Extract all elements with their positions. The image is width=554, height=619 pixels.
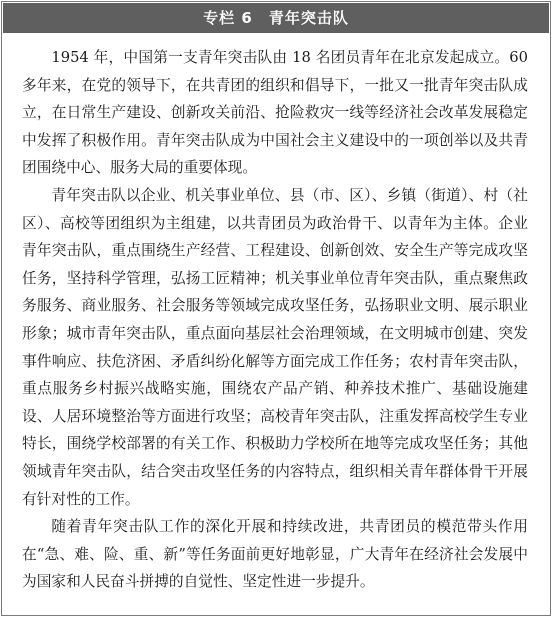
column-body <box>22 44 528 596</box>
paragraph-history: 1954 年，中国第一支青年突击队由 18 名团员青年在北京发起成立。60 多年来，在党的领导下，在共青团的组织和倡导下，一批又一批青年突击队成立，在日常生产建设、创新攻关前沿、抢险救灾一线等经济社会改革发展稳定中发挥了积极作用。青年突击队成为中国社会主义建设中的一项创举以及共青团围绕中心、服务大局的重要体现。 <box>22 49 528 177</box>
column-header <box>3 3 549 33</box>
column-title: 青年突击队 <box>268 9 349 27</box>
column-number: 专栏 6 <box>203 9 253 27</box>
paragraph-organization: 青年突击队以企业、机关事业单位、县（市、区）、乡镇（街道）、村（社区）、高校等团组织为主组建，以共青团员为政治骨干、以青年为主体。企业青年突击队，重点围绕生产经营、工程建设、创新创效、安全生产等完成攻坚任务，坚持科学管理，弘扬工匠精神；机关事业单位青年突击队，重点聚焦政务服务、商业服务、社会服务等领域完成攻坚任务，弘扬职业文明、展示职业形象；城市青年突击队，重点面向基层社会治理领域，在文明城市创建、突发事件响应、扶危济困、矛盾纠纷化解等方面完成工作任务；农村青年突击队，重点服务乡村振兴战略实施，围绕农产品产销、种养技术推广、基础设施建设、人居环境整治等方面进行攻坚；高校青年突击队，注重发挥高校学生专业特长，围绕学校部署的有关工作、积极助力学校所在地等完成攻坚任务；其他领域青年突击队，结合突击攻坚任务的内容特点，组织相关青年群体骨干开展有针对性的工作。 <box>22 186 528 508</box>
paragraph-outcome: 随着青年突击队工作的深化开展和持续改进，共青团员的模范带头作用在“急、难、险、重、新”等任务面前更好地彰显，广大青年在经济社会发展中为国家和人民奋斗拼搏的自觉性、坚定性进一步提升。 <box>22 518 528 591</box>
column-box <box>1 1 551 616</box>
